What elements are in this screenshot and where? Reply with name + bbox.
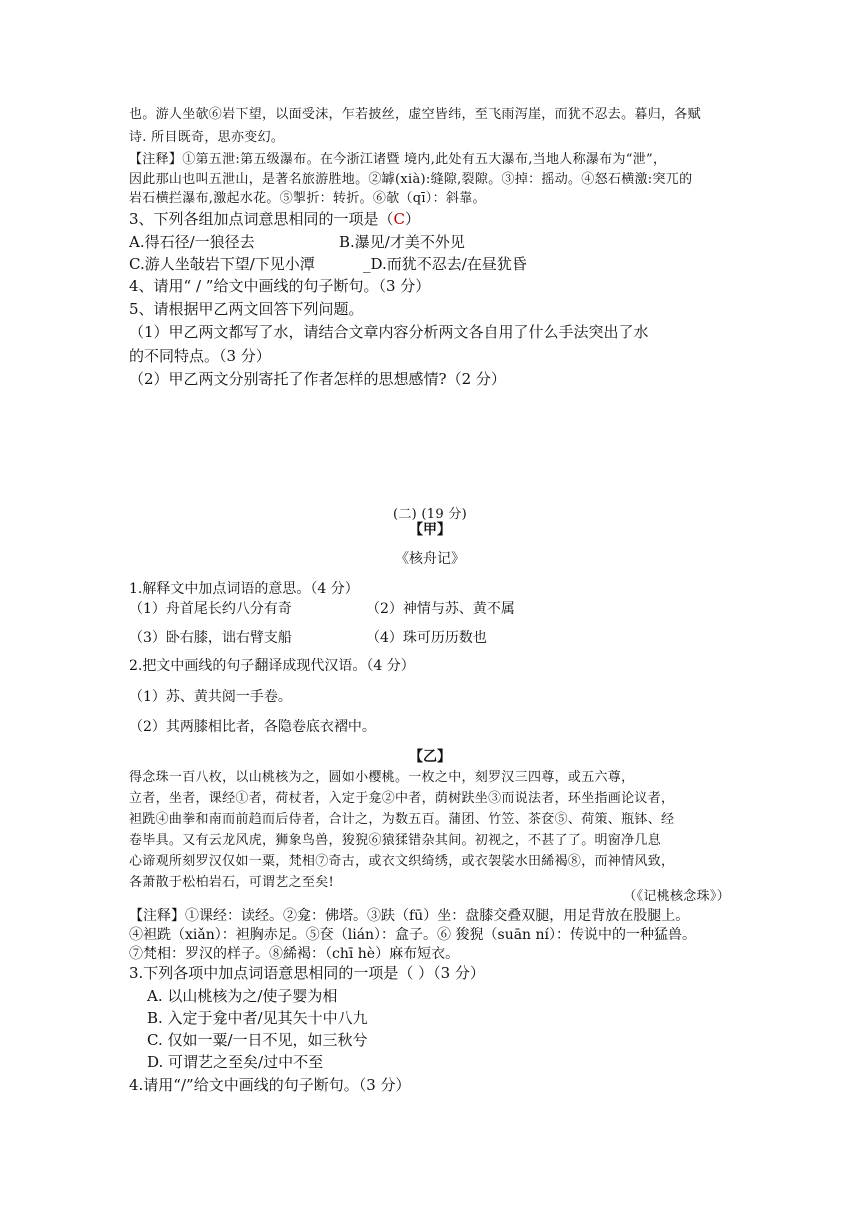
yi-annotation-line: ④袒跣（xiǎn）：袒胸赤足。⑤奁（lián）：盒子。⑥ 狻猊（suān ní）：传说中的一种猛兽。 — [129, 927, 697, 943]
question-5-1: （1）甲乙两文都写了水，请结合文章内容分析两文各自用了什么手法突出了水 — [129, 323, 649, 341]
annotation-line: 岩石横拦瀑布,激起水花。⑤掣折：转折。⑥欹（qī）：斜靠。 — [129, 191, 486, 206]
q2-item-1: （1）苏、黄共阅一手卷。 — [129, 689, 292, 705]
option-b: B.瀑见/才美不外见 — [339, 233, 465, 251]
source-citation: （《记桃核念珠》） — [623, 889, 730, 904]
yi-passage-line: 心谛观所刻罗汉仅如一粟，梵相⑦奇古，或衣文织绮绣，或衣袈裟水田絺褐⑧，而神情风致， — [129, 854, 675, 869]
yi-annotation-line: ⑦梵相：罗汉的样子。⑧絺褐：（chī hè）麻布短衣。 — [129, 946, 460, 962]
question-3-answer: C — [393, 210, 406, 228]
yi-passage-line: 各萧散于松柏岩石，可谓艺之至矣! — [129, 875, 335, 890]
question-3-prefix: 3、下列各组加点词意思相同的一项是（ — [129, 210, 394, 228]
question-5-1-cont: 的不同特点。（3 分） — [129, 347, 271, 365]
p2-option-a: A. 以山桃核为之/使子婴为相 — [147, 987, 338, 1005]
question-1: 1.解释文中加点词语的意思。（4 分） — [129, 581, 359, 597]
annotation-line: 【注释】①第五泄:第五级瀑布。在今浙江诸暨 境内,此处有五大瀑布,当地人称瀑布为“泄”， — [129, 152, 667, 167]
yi-annotation-line: 【注释】①课经：读经。②龛：佛塔。③趺（fū）坐：盘膝交叠双腿，用足背放在股腿上。 — [129, 908, 690, 924]
yi-passage-line: 卷毕具。又有云龙风虎，狮象鸟兽，狻猊⑥猿猱错杂其间。初视之，不甚了了。明窗净几息 — [129, 833, 662, 848]
q1-item-2: （2）神情与苏、黄不属 — [366, 601, 515, 617]
option-a: A.得石径/一狼径去 — [129, 233, 255, 251]
q1-item-1: （1）舟首尾长约八分有奇 — [129, 601, 292, 617]
q2-item-2: （2）其两膝相比者，各隐卷底衣褶中。 — [129, 719, 376, 735]
yi-passage-line: 袒跣④曲拳和南而前趋而后侍者，合计之，为数五百。蒲团、竹笠、茶奁⑤、荷策、瓶钵、经 — [129, 812, 675, 827]
q1-item-4: （4）珠可历历数也 — [366, 630, 487, 646]
option-d: _D.而犹不忍去/在昼犹昏 — [363, 255, 527, 273]
passage-line: 诗. 所目既奇，思亦变幻。 — [129, 130, 285, 145]
p2-option-d: D. 可谓艺之至矣/过中不至 — [147, 1053, 324, 1071]
jia-label: 【甲】 — [409, 522, 451, 538]
p2-option-b: B. 入定于龛中者/见其矢十中八九 — [147, 1009, 368, 1027]
yi-label: 【乙】 — [409, 749, 451, 765]
question-2: 2.把文中画线的句子翻译成现代汉语。（4 分） — [129, 658, 415, 674]
yi-passage-line: 立者，坐者，课经①者，荷杖者，入定于龛②中者，荫树趺坐③而说法者，环坐指画论议者， — [129, 791, 675, 806]
p2-option-c: C. 仅如一粟/一日不见，如三秋兮 — [147, 1031, 368, 1049]
yi-passage-line: 得念珠一百八枚，以山桃核为之，圆如小樱桃。一枚之中，刻罗汉三四尊，或五六尊， — [129, 770, 635, 785]
article-title: 《核舟记》 — [395, 551, 465, 567]
annotation-line: 因此那山也叫五泄山，是著名旅游胜地。②罅(xià):缝隙,裂隙。③掉：摇动。④怒石横激:突兀的 — [129, 172, 693, 187]
question-3 — [129, 208, 420, 229]
q1-item-3: （3）卧右膝，诎右臂支船 — [129, 630, 292, 646]
question-5: 5、请根据甲乙两文回答下列问题。 — [129, 300, 364, 318]
section-heading: (二) (19 分) — [392, 507, 468, 522]
passage-line: 也。游人坐欹⑥岩下望，以面受沫，乍若披丝，虚空皆纬，至飞雨泻崖，而犹不忍去。暮归，各赋 — [129, 107, 701, 122]
question-4-part2: 4.请用“/”给文中画线的句子断句。（3 分） — [129, 1076, 411, 1094]
question-4: 4、请用“ / ”给文中画线的句子断句。（3 分） — [129, 277, 431, 295]
question-3-suffix: ） — [405, 210, 421, 228]
question-5-2: （2）甲乙两文分别寄托了作者怎样的思想感情?（2 分） — [129, 370, 506, 388]
question-3-part2: 3.下列各项中加点词语意思相同的一项是（ ）（3 分） — [129, 964, 485, 982]
option-c: C.游人坐敧岩下望/下见小潭 — [129, 255, 315, 273]
